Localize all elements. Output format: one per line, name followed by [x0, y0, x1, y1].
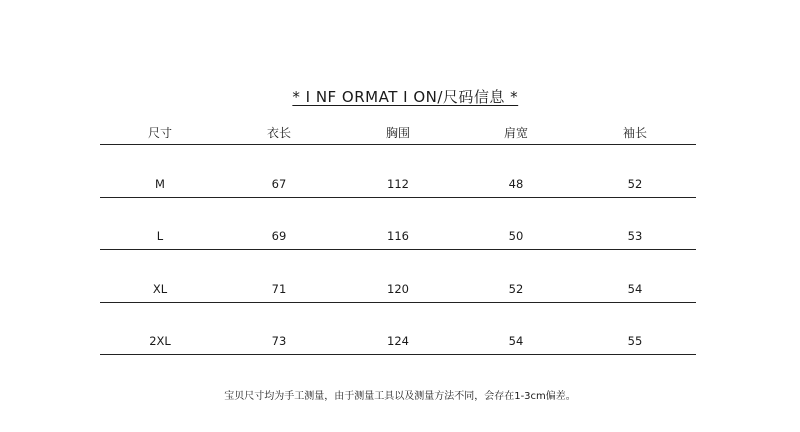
header-sleeve: 袖长 [622, 126, 647, 140]
cell-sleeve: 55 [627, 334, 643, 348]
cell-sleeve: 52 [627, 176, 643, 191]
table-row [100, 250, 696, 303]
cell-chest: 112 [387, 176, 409, 191]
cell-chest: 116 [387, 229, 409, 243]
cell-shoulder: 48 [508, 176, 524, 191]
cell-shoulder: 52 [508, 281, 524, 296]
header-length: 衣长 [266, 126, 291, 140]
cell-sleeve: 54 [627, 281, 643, 296]
cell-sleeve: 53 [627, 229, 643, 243]
header-chest: 胸围 [385, 126, 410, 140]
cell-shoulder: 54 [508, 334, 524, 348]
title-text: * I NF ORMAT I ON/尺码信息 * [292, 88, 519, 106]
cell-size: 2XL [149, 334, 171, 348]
cell-size: XL [152, 281, 168, 296]
cell-chest: 120 [387, 281, 409, 296]
cell-length: 71 [271, 281, 287, 296]
cell-size: M [155, 176, 165, 191]
header-shoulder: 肩宽 [503, 126, 528, 140]
table-row [100, 145, 696, 198]
table-row [100, 198, 696, 251]
cell-length: 73 [271, 334, 287, 348]
page-title [0, 68, 800, 107]
cell-shoulder: 50 [508, 229, 524, 243]
size-table [100, 118, 696, 355]
cell-length: 69 [271, 229, 287, 243]
header-size: 尺寸 [147, 126, 172, 140]
cell-chest: 124 [387, 334, 409, 348]
table-header-row [100, 118, 696, 145]
cell-size: L [156, 229, 164, 243]
measurement-note: 宝贝尺寸均为手工测量，由于测量工具以及测量方法不同，会存在1-3cm偏差。 [224, 391, 576, 402]
cell-length: 67 [271, 176, 287, 191]
table-row [100, 303, 696, 356]
